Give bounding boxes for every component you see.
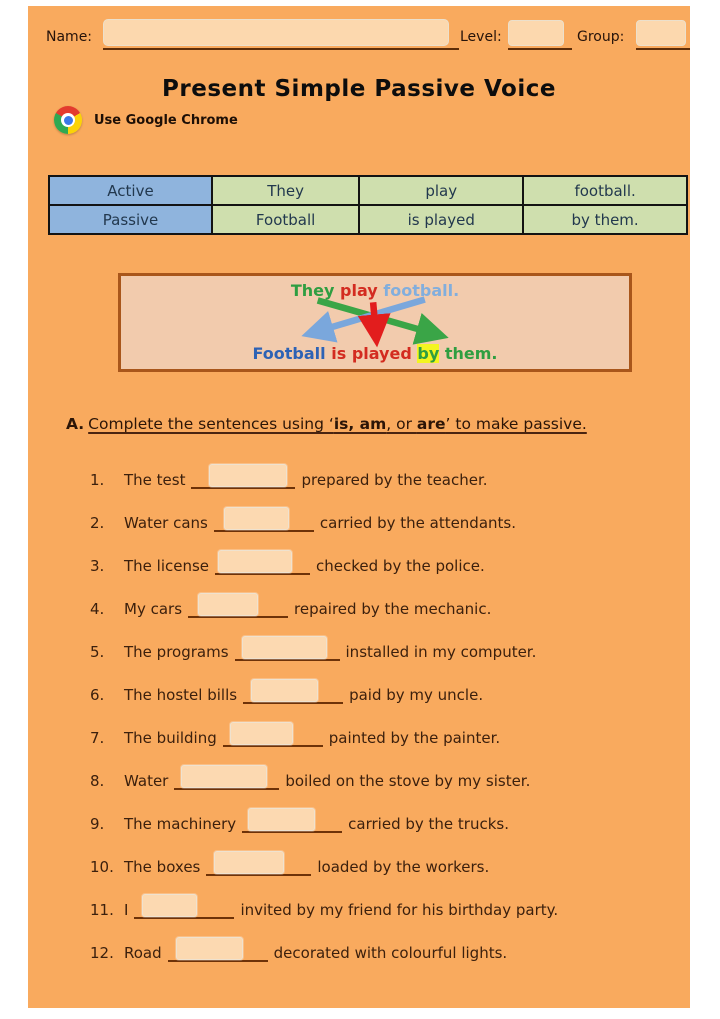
instruction-bold: is, am [333,415,387,433]
answer-input-4[interactable] [198,593,258,616]
instruction-text: ’ to make passive. [445,415,587,433]
sentence-pre: Water [124,772,169,790]
sentence-item [90,751,670,794]
sentence-post: installed in my computer. [345,643,537,661]
sentence-pre: The license [124,557,210,575]
blank-underline [243,686,343,704]
blank-underline [214,514,314,532]
sentence-post: boiled on the stove by my sister. [285,772,531,790]
instruction-bold: are [416,415,446,433]
table-row-header: Passive [49,205,212,234]
blank-underline [206,858,311,876]
answer-input-10[interactable] [214,851,284,874]
sentence-item [90,579,670,622]
blank-underline [134,901,234,919]
item-number: 11. [90,901,114,919]
sentence-item [90,794,670,837]
group-field-underline [636,18,690,50]
blank-underline [174,772,279,790]
blank-underline [191,471,295,489]
sentence-post: prepared by the teacher. [301,471,488,489]
sentence-post: repaired by the mechanic. [294,600,492,618]
table-cell: Football [212,205,359,234]
table-cell: They [212,176,359,205]
table-cell: is played [359,205,523,234]
chrome-icon [54,106,82,134]
diagram-word: them. [444,344,498,363]
diagram-word: is played [331,344,412,363]
sentence-pre: Road [124,944,162,962]
sentence-pre: The machinery [124,815,237,833]
level-label: Level: [460,29,502,45]
table-row [49,176,687,205]
answer-input-6[interactable] [251,679,318,702]
answer-input-1[interactable] [209,464,287,487]
answer-input-8[interactable] [181,765,267,788]
answer-input-3[interactable] [218,550,292,573]
blank-underline [215,557,310,575]
sentence-post: checked by the police. [316,557,485,575]
blank-underline [235,643,340,661]
answer-input-5[interactable] [242,636,327,659]
page-title: Present Simple Passive Voice [162,76,556,102]
group-input[interactable] [636,20,686,46]
name-label: Name: [46,29,93,45]
sentence-item [90,923,670,966]
group-label: Group: [577,29,625,45]
sentence-item [90,536,670,579]
active-sentence [121,281,629,300]
sentence-pre: The building [124,729,217,747]
blank-underline [242,815,342,833]
sentence-pre: I [124,901,129,919]
answer-input-11[interactable] [142,894,197,917]
sentence-pre: The hostel bills [124,686,238,704]
answer-input-7[interactable] [230,722,293,745]
sentence-item [90,665,670,708]
answer-input-12[interactable] [176,937,243,960]
sentence-pre: The boxes [124,858,201,876]
red-arrow [373,302,376,334]
sentence-post: decorated with colourful lights. [273,944,508,962]
item-number: 5. [90,643,105,661]
sentence-post: invited by my friend for his birthday party. [240,901,559,919]
sentence-post: paid by my uncle. [349,686,484,704]
diagram-word: football. [383,281,460,300]
level-input[interactable] [508,20,564,46]
sentence-pre: My cars [124,600,183,618]
diagram-word: play [340,281,378,300]
table-cell: play [359,176,523,205]
sentence-item [90,837,670,880]
sentence-item [90,493,670,536]
item-number: 4. [90,600,105,618]
diagram-word: They [290,281,335,300]
worksheet-page [28,6,690,1008]
sentence-item [90,450,670,493]
exercise-items [90,450,670,966]
blank-underline [223,729,323,747]
item-number: 6. [90,686,105,704]
passive-sentence [121,344,629,363]
sentence-item [90,708,670,751]
chrome-note [54,106,238,134]
item-number: 3. [90,557,105,575]
sentence-post: carried by the attendants. [319,514,516,532]
chrome-note-label: Use Google Chrome [94,112,238,128]
section-a-heading [66,415,587,433]
sentence-post: loaded by the workers. [317,858,490,876]
sentence-post: carried by the trucks. [348,815,509,833]
sentence-pre: The programs [124,643,229,661]
sentence-pre: Water cans [124,514,208,532]
blank-underline [168,944,268,962]
diagram-word: Football [252,344,326,363]
instruction-text: Complete the sentences using ‘ [88,415,334,433]
answer-input-9[interactable] [248,808,315,831]
sentence-item [90,880,670,923]
sentence-item [90,622,670,665]
blank-underline [188,600,288,618]
level-field-underline [508,18,572,50]
name-field-underline [103,16,459,50]
item-number: 7. [90,729,105,747]
table-cell: football. [523,176,687,205]
item-number: 8. [90,772,105,790]
item-number: 10. [90,858,114,876]
item-number: 9. [90,815,105,833]
table-row-header: Active [49,176,212,205]
diagram-word-highlighted: by [417,344,440,363]
section-a-label: A. [66,415,85,433]
item-number: 2. [90,514,105,532]
item-number: 1. [90,471,105,489]
sentence-post: painted by the painter. [328,729,501,747]
table-row [49,205,687,234]
passive-transformation-diagram [118,273,632,372]
instruction-text: , or [386,415,417,433]
item-number: 12. [90,944,114,962]
name-input[interactable] [103,19,449,46]
voice-table [48,175,688,235]
section-a-instruction [88,415,587,433]
sentence-pre: The test [124,471,186,489]
answer-input-2[interactable] [224,507,289,530]
table-cell: by them. [523,205,687,234]
